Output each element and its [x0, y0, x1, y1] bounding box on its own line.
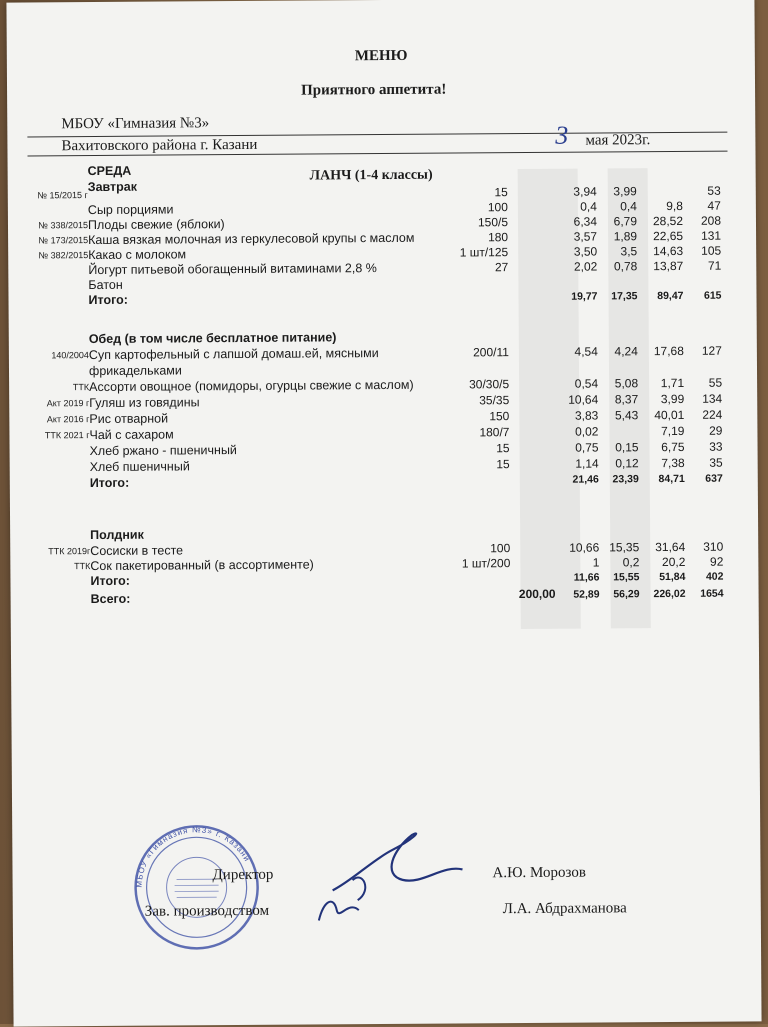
- kcal-value: 33: [685, 440, 723, 454]
- carbs-value: 9,8: [637, 199, 683, 213]
- date-text: мая 2023г.: [585, 132, 650, 149]
- carbs-value: 28,52: [637, 214, 683, 228]
- menu-sheet: [6, 0, 761, 1027]
- fat-value: 0,2: [599, 555, 639, 569]
- director-name: А.Ю. Морозов: [492, 865, 586, 883]
- carbs-value: 3,99: [638, 392, 684, 406]
- dish-name: Ассорти овощное (помидоры, огурцы свежие с маслом): [89, 378, 414, 394]
- protein-value: 4,54: [554, 345, 598, 359]
- protein-value: 10,64: [554, 393, 598, 407]
- portion: 100: [440, 541, 510, 555]
- total-carbs: 51,84: [639, 571, 685, 583]
- kcal-value: 47: [683, 199, 721, 213]
- carbs-value: 17,68: [638, 344, 684, 358]
- portion: 35/35: [439, 393, 509, 407]
- kcal-value: 224: [684, 408, 722, 422]
- protein-value: 0,75: [555, 441, 599, 455]
- kcal-value: 53: [683, 184, 721, 198]
- protein-value: 0,54: [554, 377, 598, 391]
- total-label: Итого:: [90, 476, 130, 490]
- dish-name: Сок пакетированный (в ассортименте): [90, 557, 314, 573]
- grand-total-fat: 56,29: [600, 588, 640, 600]
- dish-name: Батон: [88, 278, 122, 292]
- stamp-text: МБОУ «Гимназия №3» г. Казани: [134, 825, 252, 888]
- grand-total-kcal: 1654: [686, 588, 724, 600]
- portion: 15: [440, 457, 510, 471]
- kcal-value: 55: [684, 376, 722, 390]
- protein-value: 2,02: [553, 260, 597, 274]
- total-label: Итого:: [88, 293, 128, 307]
- protein-value: 10,66: [555, 540, 599, 554]
- dish-name: Плоды свежие (яблоки): [88, 217, 225, 232]
- fat-value: 3,99: [597, 184, 637, 198]
- dish-name: Хлеб ржано - пшеничный: [90, 443, 237, 458]
- date-day-handwritten: 3: [555, 121, 568, 151]
- portion: 30/30/5: [439, 377, 509, 391]
- total-protein: 19,77: [553, 291, 597, 303]
- portion: 100: [438, 200, 508, 214]
- carbs-value: 6,75: [639, 440, 685, 454]
- grand-total-protein: 52,89: [556, 588, 600, 600]
- row-code: Акт 2019 г: [17, 398, 89, 409]
- portion: 200/11: [439, 345, 509, 359]
- row-code: 140/2004: [17, 350, 89, 361]
- kcal-value: 105: [683, 244, 721, 258]
- portion: 1 шт/125: [438, 245, 508, 259]
- row-code: ТТК 2021 г: [17, 430, 89, 441]
- chef-name: Л.А. Абдрахманова: [503, 900, 627, 918]
- official-stamp: [132, 823, 261, 952]
- total-kcal: 637: [685, 473, 723, 485]
- dish-name: Йогурт питьевой обогащенный витаминами 2,8 %: [88, 261, 377, 277]
- weekday: СРЕДА: [88, 164, 132, 178]
- row-code: ТТК 2019г: [18, 546, 90, 557]
- kcal-value: 92: [685, 555, 723, 569]
- fat-value: 15,35: [599, 540, 639, 554]
- kcal-value: 127: [684, 344, 722, 358]
- portion: 180/7: [439, 425, 509, 439]
- fat-value: 8,37: [598, 392, 638, 406]
- dish-name: Гуляш из говядины: [89, 395, 199, 410]
- dish-name: Чай с сахаром: [89, 427, 173, 442]
- protein-value: 0,02: [554, 425, 598, 439]
- row-code: № 15/2015 г: [16, 190, 88, 201]
- kcal-value: 71: [683, 259, 721, 273]
- carbs-value: 31,64: [639, 540, 685, 554]
- portion: 15: [438, 185, 508, 199]
- row-code: № 173/2015: [16, 235, 88, 246]
- carbs-value: 22,65: [637, 229, 683, 243]
- portion: 27: [438, 260, 508, 274]
- dish-name: Рис отварной: [89, 412, 168, 427]
- row-code: ТТК: [17, 382, 89, 393]
- dish-name-cont: фрикадельками: [89, 363, 182, 378]
- total-protein: 21,46: [555, 473, 599, 485]
- kcal-value: 35: [685, 456, 723, 470]
- fat-value: 6,79: [597, 214, 637, 228]
- total-label: Итого:: [90, 574, 130, 588]
- portion: 150: [439, 409, 509, 423]
- section-snack: Полдник: [90, 528, 144, 542]
- dish-name: Сосиски в тесте: [90, 543, 183, 558]
- total-kcal: 402: [685, 571, 723, 583]
- kcal-value: 131: [683, 229, 721, 243]
- fat-value: 0,78: [597, 259, 637, 273]
- carbs-value: 7,19: [638, 424, 684, 438]
- row-code: № 382/2015: [16, 250, 88, 261]
- dish-name: Сыр порциями: [88, 202, 174, 217]
- grand-total-weight: 200,00: [501, 587, 556, 601]
- portion: 180: [438, 230, 508, 244]
- protein-value: 1: [555, 555, 599, 569]
- protein-value: 6,34: [553, 215, 597, 229]
- row-code: № 338/2015: [16, 220, 88, 231]
- total-protein: 11,66: [555, 571, 599, 583]
- chef-title: Зав. производством: [145, 903, 269, 921]
- total-carbs: 84,71: [639, 473, 685, 485]
- fat-value: 0,15: [599, 440, 639, 454]
- fat-value: 0,12: [599, 456, 639, 470]
- carbs-value: 7,38: [639, 456, 685, 470]
- total-fat: 23,39: [599, 473, 639, 485]
- carbs-value: 20,2: [639, 555, 685, 569]
- section-lunch: Обед (в том числе бесплатное питание): [89, 330, 337, 346]
- section-breakfast: Завтрак: [88, 180, 137, 194]
- dish-name: Какао с молоком: [88, 247, 186, 262]
- fat-value: 1,89: [597, 229, 637, 243]
- district: Вахитовского района г. Казани: [61, 137, 257, 155]
- total-fat: 17,35: [597, 290, 637, 302]
- fat-value: 4,24: [598, 344, 638, 358]
- menu-title: МЕНЮ: [355, 48, 408, 65]
- protein-value: 3,94: [553, 185, 597, 199]
- carbs-value: 14,63: [637, 244, 683, 258]
- dish-name: Суп картофельный с лапшой домаш.ей, мясными: [89, 346, 379, 362]
- grand-total-label: Всего:: [91, 592, 131, 606]
- kcal-value: 208: [683, 214, 721, 228]
- lunch-title: ЛАНЧ (1-4 классы): [310, 168, 433, 185]
- carbs-value: 13,87: [637, 259, 683, 273]
- carbs-value: 1,71: [638, 376, 684, 390]
- total-kcal: 615: [683, 290, 721, 302]
- dish-name: Каша вязкая молочная из геркулесовой крупы с маслом: [88, 231, 414, 247]
- grand-total-carbs: 226,02: [640, 588, 686, 600]
- protein-value: 3,83: [554, 409, 598, 423]
- total-fat: 15,55: [599, 571, 639, 583]
- portion: 1 шт/200: [440, 556, 510, 570]
- chef-signature: [309, 880, 369, 930]
- fat-value: 3,5: [597, 244, 637, 258]
- director-title: Директор: [212, 867, 273, 884]
- carbs-value: 40,01: [638, 408, 684, 422]
- protein-value: 3,50: [553, 245, 597, 259]
- kcal-value: 29: [684, 424, 722, 438]
- kcal-value: 134: [684, 392, 722, 406]
- dish-name: Хлеб пшеничный: [90, 459, 190, 474]
- school-name: МБОУ «Гимназия №3»: [61, 115, 209, 133]
- portion: 150/5: [438, 215, 508, 229]
- row-code: Акт 2016 г: [17, 414, 89, 425]
- fat-value: 5,43: [598, 408, 638, 422]
- fat-value: 5,08: [598, 376, 638, 390]
- kcal-value: 310: [685, 540, 723, 554]
- protein-value: 1,14: [555, 457, 599, 471]
- fat-value: 0,4: [597, 199, 637, 213]
- row-code: ТТК: [18, 561, 90, 572]
- portion: 15: [440, 441, 510, 455]
- greeting: Приятного аппетита!: [301, 82, 446, 100]
- total-carbs: 89,47: [637, 290, 683, 302]
- protein-value: 0,4: [553, 200, 597, 214]
- protein-value: 3,57: [553, 230, 597, 244]
